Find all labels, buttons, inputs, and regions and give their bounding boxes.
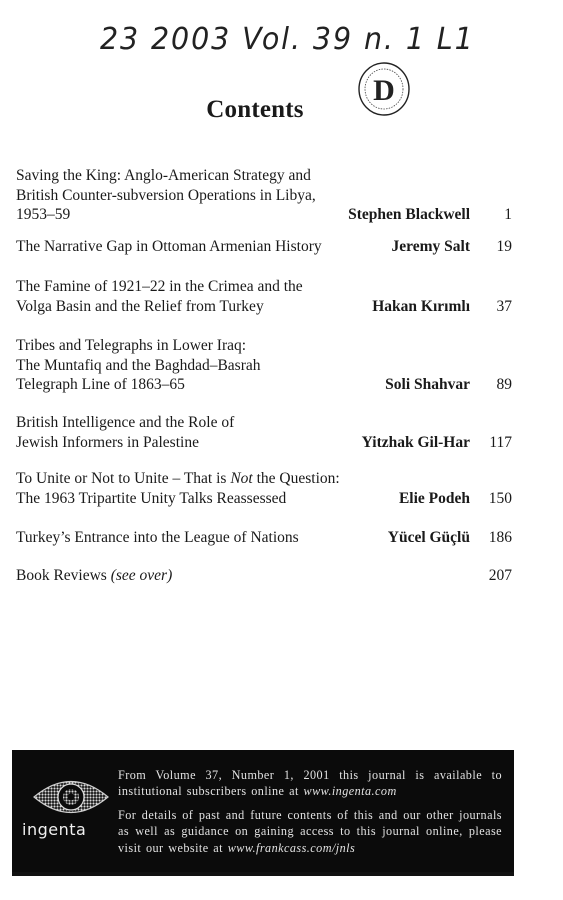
article-title-line: Tribes and Telegraphs in Lower Iraq: (16, 337, 247, 354)
article-title-line: The Famine of 1921–22 in the Crimea and the (16, 278, 303, 295)
stamp-letter: D (373, 74, 395, 107)
article-title-line: Telegraph Line of 1863–65 (16, 376, 185, 393)
article-title-line: The Muntafiq and the Baghdad–Basrah (16, 356, 261, 374)
article-author: Yücel Güçlü (387, 529, 470, 546)
toc-entry (16, 237, 512, 257)
article-title-line: Jewish Informers in Palestine (16, 433, 199, 451)
page-number: 1 (504, 206, 512, 223)
article-title-line: Turkey’s Entrance into the League of Nations (16, 529, 299, 546)
book-reviews-label (16, 566, 470, 586)
article-author: Jeremy Salt (391, 238, 470, 255)
ingenta-link[interactable]: www.ingenta.com (303, 784, 397, 799)
book-reviews-text: Book Reviews (16, 567, 107, 584)
article-author: Elie Podeh (398, 489, 470, 507)
contents-info-text: For details of past and future contents of this and our other journals as well as guidance on gaining access to this journal online, please visit our website at www.frankcass.com/jnls (118, 807, 502, 855)
page-number: 89 (496, 376, 512, 393)
bottom-rule (12, 872, 514, 876)
banner-message (118, 767, 502, 863)
see-over-note: (see over) (110, 567, 173, 584)
toc-entry (16, 528, 512, 548)
page-number: 37 (496, 297, 512, 315)
article-author: Soli Shahvar (385, 376, 470, 393)
toc-entry (16, 469, 512, 508)
ingenta-brand: ingenta (22, 820, 87, 839)
handwritten-annotation (100, 14, 560, 66)
article-author: Stephen Blackwell (348, 206, 470, 223)
online-availability-text: From Volume 37, Number 1, 2001 this journal is available to institutional subscribers online at www.ingenta.com (118, 768, 502, 799)
toc-entry (16, 277, 512, 316)
page-title: Contents (206, 96, 304, 123)
article-title-line: Saving the King: Anglo-American Strategy and (16, 167, 311, 184)
article-author: Hakan Kırımlı (372, 297, 470, 315)
page-number: 150 (488, 489, 512, 507)
page-number: 19 (496, 238, 512, 255)
ingenta-banner (12, 750, 514, 872)
article-title-line: The 1963 Tripartite Unity Talks Reassessed (16, 489, 287, 507)
book-reviews-entry (16, 566, 512, 586)
frankcass-link[interactable]: www.frankcass.com/jnls (227, 840, 356, 855)
page-number: 117 (489, 433, 512, 451)
article-title-line: British Intelligence and the Role of (16, 414, 235, 431)
article-title-line: Volga Basin and the Relief from Turkey (16, 297, 264, 315)
ingenta-eye-logo-icon (32, 772, 110, 822)
article-title-line: 1953–59 (16, 206, 71, 223)
toc-entry (16, 336, 512, 395)
article-title-line: To Unite or Not to Unite – That is Not the Question: (16, 470, 340, 487)
page-number: 186 (488, 529, 512, 546)
toc-entry (16, 413, 512, 452)
article-title-line: The Narrative Gap in Ottoman Armenian History (16, 238, 322, 255)
page-number: 207 (488, 567, 512, 584)
handwritten-note: 23 2003 Vol. 39 n. 1 L1 (100, 22, 475, 57)
article-title-line: British Counter-subversion Operations in Libya, (16, 186, 316, 204)
toc-entry (16, 166, 512, 225)
article-author: Yitzhak Gil-Har (361, 433, 470, 451)
